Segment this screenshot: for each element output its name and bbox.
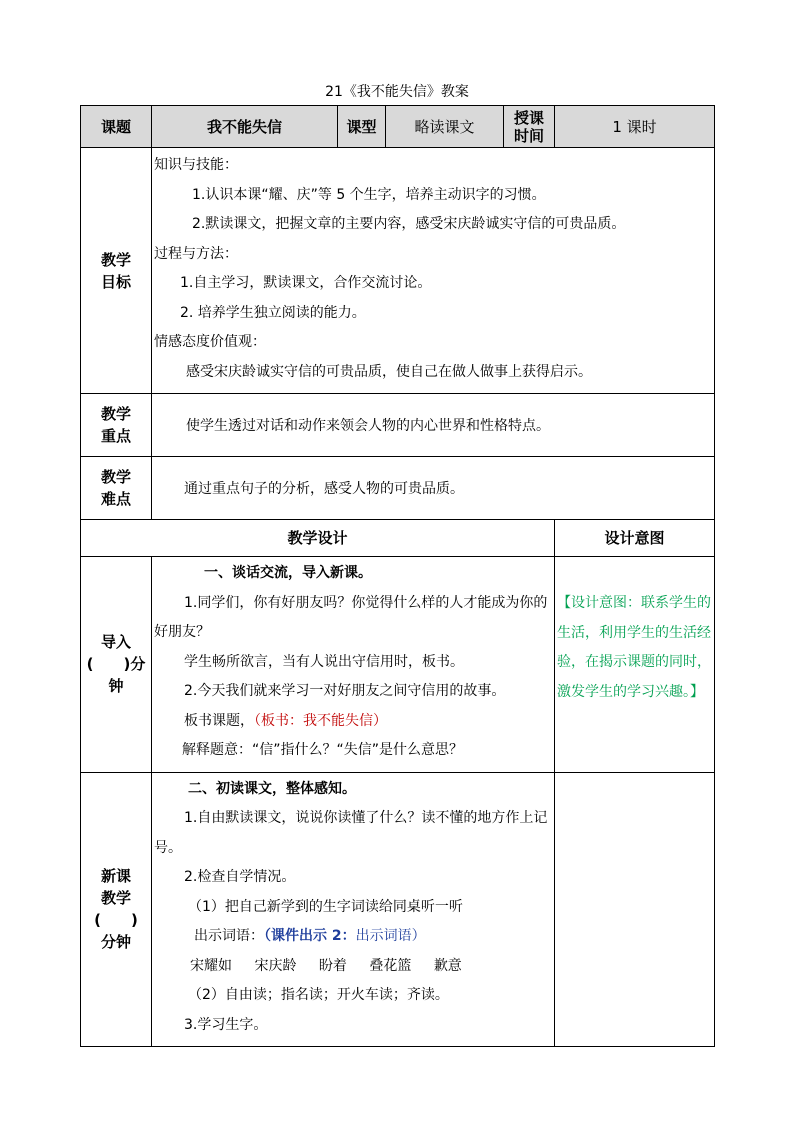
intro-paragraph: 学生畅所欲言，当有人说出守信用时，板书。: [184, 653, 464, 670]
intro-intent: 【设计意图：联系学生的生活，利用学生的生活经验，在揭示课题的同时，激发学生的学习兴趣。】: [555, 557, 715, 773]
design-header-row: [81, 520, 715, 557]
header-row: [81, 106, 715, 148]
difficulties-label: [81, 457, 152, 520]
new-lesson-intent: [555, 772, 715, 1047]
goals-line: 过程与方法：: [154, 245, 238, 262]
word-list: [154, 952, 550, 982]
time-value: 1 课时: [555, 106, 715, 148]
topic-value: 我不能失信: [152, 106, 338, 148]
new-lesson-content: [152, 772, 555, 1047]
intro-board-prefix: 板书课题，: [184, 712, 254, 729]
key-points-label-line-1: 教学: [100, 405, 131, 423]
intro-label-line-1: 导入: [100, 633, 131, 652]
key-points-label-line-2: 重点: [100, 427, 131, 445]
word-item: 盼着: [318, 957, 347, 974]
goals-content: [152, 148, 715, 394]
intro-heading: 一、谈话交流，导入新课。: [204, 565, 372, 581]
time-label-line-2: 时间: [513, 126, 544, 145]
key-points-row: [81, 394, 715, 457]
new-lesson-label-line-2: 教学: [100, 889, 131, 908]
word-item: 宋庆龄: [254, 957, 297, 974]
type-value: 略读课文: [386, 106, 504, 148]
document-title: 21《我不能失信》教案: [325, 84, 469, 100]
intro-label-line-3: 钟: [108, 677, 124, 696]
goals-line: 2. 培养学生独立阅读的能力。: [180, 304, 366, 321]
goals-line: 知识与技能：: [154, 157, 238, 173]
goals-line: 2.默读课文，把握文章的主要内容，感受宋庆龄诚实守信的可贵品质。: [192, 216, 626, 232]
intro-label-line-2: ( )分: [86, 655, 146, 674]
intro-label: [81, 557, 152, 773]
goals-label-line-2: 目标: [100, 272, 131, 291]
goals-line: 情感态度价值观：: [154, 334, 266, 350]
time-label: [504, 106, 555, 148]
goals-line: 1.认识本课“耀、庆”等 5 个生字，培养主动识字的习惯。: [192, 186, 546, 203]
new-lesson-label-line-3: ( ): [94, 911, 138, 930]
intent-header: 设计意图: [555, 520, 715, 557]
new-lesson-paragraph: （2）自由读；指名读；开火车读；齐读。: [188, 987, 449, 1003]
new-lesson-paragraph: [154, 922, 550, 952]
courseware-note-end: 出示词语）: [355, 928, 426, 944]
intro-paragraph: 2.今天我们就来学习一对好朋友之间守信用的故事。: [184, 683, 506, 699]
intro-board-title: （板书：我不能失信）: [254, 712, 387, 729]
new-lesson-paragraph: （1）把自己新学到的生字词读给同桌听一听: [188, 898, 463, 915]
design-header: 教学设计: [81, 520, 555, 557]
goals-line: 感受宋庆龄诚实守信的可贵品质，使自己在做人做事上获得启示。: [186, 363, 592, 380]
goals-row: [81, 148, 715, 394]
intro-content: [152, 557, 555, 773]
topic-label: 课题: [81, 106, 152, 148]
word-item: 宋耀如: [190, 957, 232, 974]
time-label-line-1: 授课: [513, 108, 544, 127]
intro-paragraph: 解释题意：“信”指什么？“失信”是什么意思？: [182, 742, 464, 758]
word-item: 叠花篮: [369, 957, 412, 974]
courseware-note: （课件出示 2：: [264, 928, 356, 944]
type-label: 课型: [338, 106, 386, 148]
new-lesson-paragraph: 2.检查自学情况。: [184, 869, 296, 885]
key-points-label: [81, 394, 152, 457]
goals-label: [81, 148, 152, 394]
new-lesson-heading: 二、初读课文，整体感知。: [188, 780, 356, 797]
word-item: 歉意: [433, 957, 462, 974]
difficulties-text: 通过重点句子的分析，感受人物的可贵品质。: [152, 457, 715, 520]
intro-paragraph: [154, 707, 550, 737]
difficulties-row: [81, 457, 715, 520]
new-lesson-paragraph: 3.学习生字。: [184, 1016, 268, 1033]
goals-line: 1.自主学习，默读课文，合作交流讨论。: [180, 275, 432, 291]
intro-row: [81, 557, 715, 773]
words-prefix: 出示词语：: [194, 928, 264, 944]
new-lesson-paragraph: 1.自由默读课文，说说你读懂了什么？读不懂的地方作上记号。: [154, 810, 548, 856]
difficulties-label-line-2: 难点: [100, 490, 131, 508]
new-lesson-row: [81, 772, 715, 1047]
goals-label-line-1: 教学: [100, 250, 131, 269]
new-lesson-label-line-1: 新课: [100, 867, 131, 886]
new-lesson-label: [81, 772, 152, 1047]
lesson-plan-table: [80, 105, 715, 1047]
intro-paragraph: 1.同学们，你有好朋友吗？你觉得什么样的人才能成为你的好朋友？: [154, 594, 548, 640]
difficulties-label-line-1: 教学: [100, 468, 131, 486]
key-points-text: 使学生透过对话和动作来领会人物的内心世界和性格特点。: [152, 394, 715, 457]
new-lesson-label-line-4: 分钟: [100, 933, 131, 952]
